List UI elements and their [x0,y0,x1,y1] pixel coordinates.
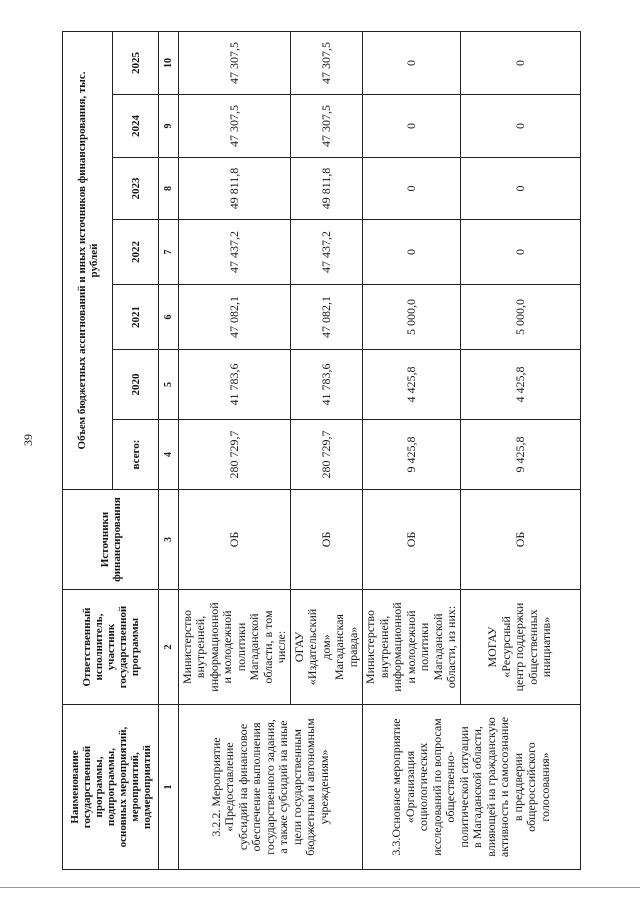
funding-source: ОБ [291,490,363,590]
value-total: 9 425,8 [460,420,580,490]
funding-source: ОБ [363,490,461,590]
value-2023: 0 [460,158,580,220]
value-2024: 47 307,5 [179,95,291,158]
header-year-2024: 2024 [113,95,159,158]
header-year-2023: 2023 [113,158,159,220]
header-year-2025: 2025 [113,31,159,94]
header-year-2021: 2021 [113,285,159,350]
column-number: 9 [159,95,179,158]
value-2024: 0 [460,95,580,158]
value-2022: 0 [460,220,580,285]
value-2022: 0 [363,220,461,285]
executor: ОГАУ «Издательский дом» Магаданская правда» [291,590,363,705]
scan-edge-line [0,887,640,888]
page-number: 39 [21,434,35,446]
executor: МОГАУ «Ресурсный центр поддержки общественных инициатив» [460,590,580,705]
value-2023: 0 [363,158,461,220]
executor: Министерство внутренней, информационной и молодежной политики Магаданской области, из них: [363,590,461,705]
value-2020: 4 425,8 [363,350,461,420]
column-number: 3 [159,490,179,590]
column-number: 7 [159,220,179,285]
value-2021: 47 082,1 [179,285,291,350]
value-2022: 47 437,2 [179,220,291,285]
value-total: 280 729,7 [291,420,363,490]
funding-source: ОБ [179,490,291,590]
header-funding-source: Источники финансирования [63,490,159,590]
value-2025: 0 [363,31,461,94]
header-name: Наименование государственной программы, подпрограммы, основных мероприятий, мероприятий, подмероприятий [63,705,159,870]
header-funding-volume: Объем бюджетных ассигнований и иных источников финансирования, тыс. рублей [63,31,113,489]
table-row [179,31,291,869]
header-row [63,31,113,869]
funding-source: ОБ [460,490,580,590]
value-2024: 47 307,5 [291,95,363,158]
value-2021: 5 000,0 [460,285,580,350]
column-number: 1 [159,705,179,870]
header-year-2022: 2022 [113,220,159,285]
value-2025: 47 307,5 [179,31,291,94]
value-total: 9 425,8 [363,420,461,490]
executor: Министерство внутренней, информационной и молодежной политики Магаданской области, в том числе: [179,590,291,705]
activity-name: 3.2.2. Мероприятие «Предоставление субсидий на финансовое обеспечение выполнения государственного задания, а также субсидий на иные цели государственным бюджетным и автономным учреждениям» [179,705,363,870]
value-2020: 41 783,6 [291,350,363,420]
column-number: 8 [159,158,179,220]
value-total: 280 729,7 [179,420,291,490]
header-executor: Ответственный исполнитель, участник государственной программы [63,590,159,705]
value-2021: 5 000,0 [363,285,461,350]
activity-name: 3.3.Основное мероприятие «Организация социологических исследований по вопросам общественно- политической ситуации в Магаданской области, влияющей на гражданскую активность и самосознание в преддверии общероссийского голосования» [363,705,581,870]
value-2025: 0 [460,31,580,94]
column-number: 10 [159,31,179,94]
value-2025: 47 307,5 [291,31,363,94]
header-year-2020: 2020 [113,350,159,420]
value-2022: 47 437,2 [291,220,363,285]
column-number: 6 [159,285,179,350]
column-number: 5 [159,350,179,420]
value-2023: 49 811,8 [179,158,291,220]
column-number: 4 [159,420,179,490]
value-2020: 41 783,6 [179,350,291,420]
table-row [363,31,461,869]
value-2021: 47 082,1 [291,285,363,350]
budget-table [62,31,581,870]
rotated-page-content [20,32,578,870]
value-2020: 4 425,8 [460,350,580,420]
column-numbers-row [159,31,179,869]
header-total: всего: [113,420,159,490]
value-2023: 49 811,8 [291,158,363,220]
value-2024: 0 [363,95,461,158]
column-number: 2 [159,590,179,705]
